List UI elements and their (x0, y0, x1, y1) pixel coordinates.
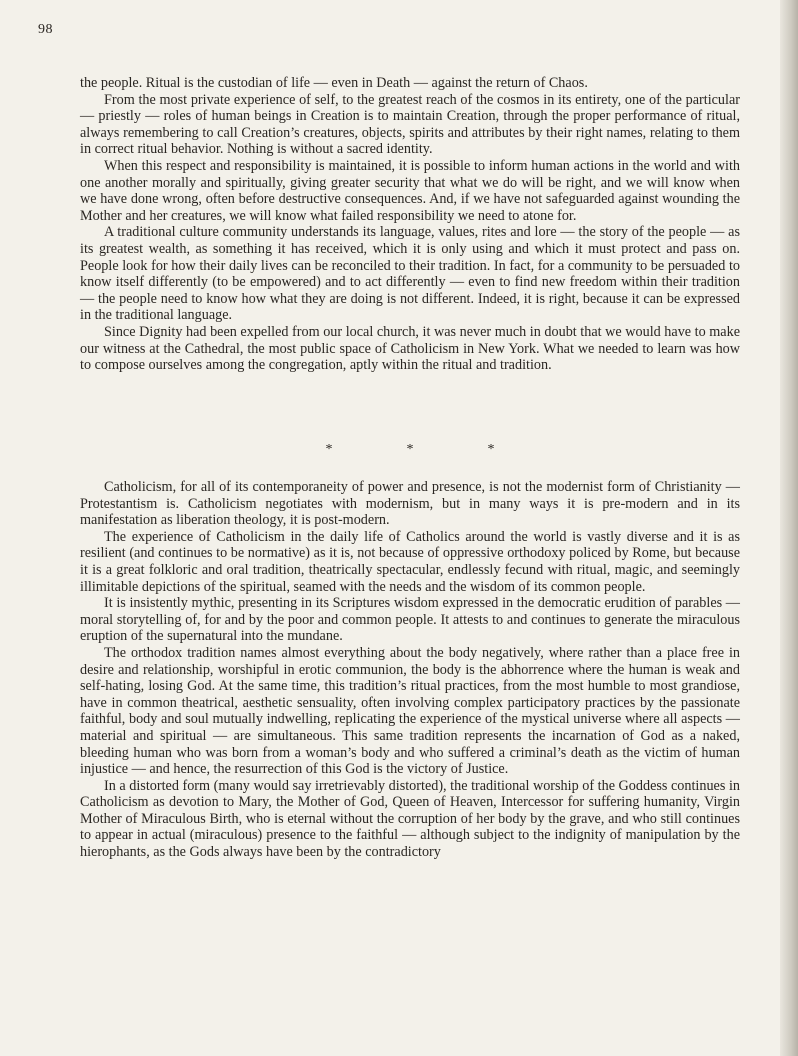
separator-asterisk: * (406, 442, 414, 457)
paragraph: the people. Ritual is the custodian of life — even in Death — against the return of Chaos. (80, 75, 588, 91)
book-gutter-shadow (780, 0, 798, 1056)
paragraph: Since Dignity had been expelled from our local church, it was never much in doubt that we would have to make our witness at the Cathedral, the most public space of Catholicism in New York. What we needed to learn was how to compose ourselves among the congregation, aptly within the ritual and tradition. (80, 323, 740, 374)
paragraph: The orthodox tradition names almost everything about the body negatively, where rather than a place free in desire and relationship, worshipful in erotic communion, the body is the abhorrence where the human is weak and self-hating, losing God. At the same time, this tradition’s ritual practices, from the most humble to most grandiose, have in common theatrical, aesthetic sensuality, often involving complex participatory practices by the passionate faithful, body and soul mutually indwelling, replicating the experience of the mystical universe where all aspects — material and spiritual — are simultaneous. This same tradition represents the incarnation of God as a naked, bleeding human who was born from a woman’s body and who suffered a criminal’s death as the victim of human injustice — and hence, the resurrection of this God is the victory of Justice. (80, 644, 740, 778)
separator-asterisk: * (325, 442, 333, 457)
paragraph: In a distorted form (many would say irretrievably distorted), the traditional worship of the Goddess continues in Catholicism as devotion to Mary, the Mother of God, Queen of Heaven, Intercessor for suffering humanity, Virgin Mother of Miraculous Birth, who is eternal without the corruption of her body by the grave, and who still continues to appear in actual (miraculous) presence to the faithful — although subject to the indignity of manipulation by the hierophants, as the Gods always have been by the contradictory (80, 777, 740, 861)
text-section-1 (80, 75, 740, 374)
paragraph: From the most private experience of self, to the greatest reach of the cosmos in its entirety, one of the particular — priestly — roles of human beings in Creation is to maintain Creation, through the proper performance of ritual, always remembering to call Creation’s creatures, objects, spirits and attributes by their right names, relating to them in correct ritual behavior. Nothing is without a sacred identity. (80, 91, 740, 158)
section-separator (80, 442, 740, 458)
paragraph: A traditional culture community understands its language, values, rites and lore — the story of the people — as its greatest wealth, as something it has received, which it is only using and which it must protect and pass on. People look for how their daily lives can be reconciled to their tradition. In fact, for a community to be persuaded to know itself differently (to be empowered) and to act differently — even to find new freedom within their tradition — the people need to know how what they are doing is not different. Indeed, it is right, because it can be expressed in the traditional language. (80, 224, 740, 324)
paragraph: It is insistently mythic, presenting in its Scriptures wisdom expressed in the democratic erudition of parables — moral storytelling of, for and by the poor and common people. It attests to and continues to generate the miraculous eruption of the supernatural into the mundane. (80, 595, 740, 645)
paragraph: When this respect and responsibility is maintained, it is possible to inform human actions in the world and with one another morally and spiritually, giving greater security that what we do will be right, and we will know when we have done wrong, often before destructive consequences. And, if we have not safeguarded against wounding the Mother and her creatures, we will know what failed responsibility we need to atone for. (80, 157, 740, 224)
separator-asterisk: * (487, 442, 495, 457)
paragraph: Catholicism, for all of its contemporaneity of power and presence, is not the modernist form of Christianity — Protestantism is. Catholicism negotiates with modernism, but in many ways it is pre-modern and in its manifestation as liberation theology, it is post-modern. (80, 479, 740, 529)
page-number: 98 (38, 22, 53, 37)
paragraph: The experience of Catholicism in the daily life of Catholics around the world is vastly diverse and it is as resilient (and continues to be normative) as it is, not because of oppressive orthodoxy policed by Rome, but because it is a great folkloric and oral tradition, theatrically spectacular, endlessly fecund with ritual, magic, and seemingly illimitable depictions of the spiritual, seamed with the needs and the wisdom of its common people. (80, 528, 740, 595)
text-section-2 (80, 479, 740, 861)
